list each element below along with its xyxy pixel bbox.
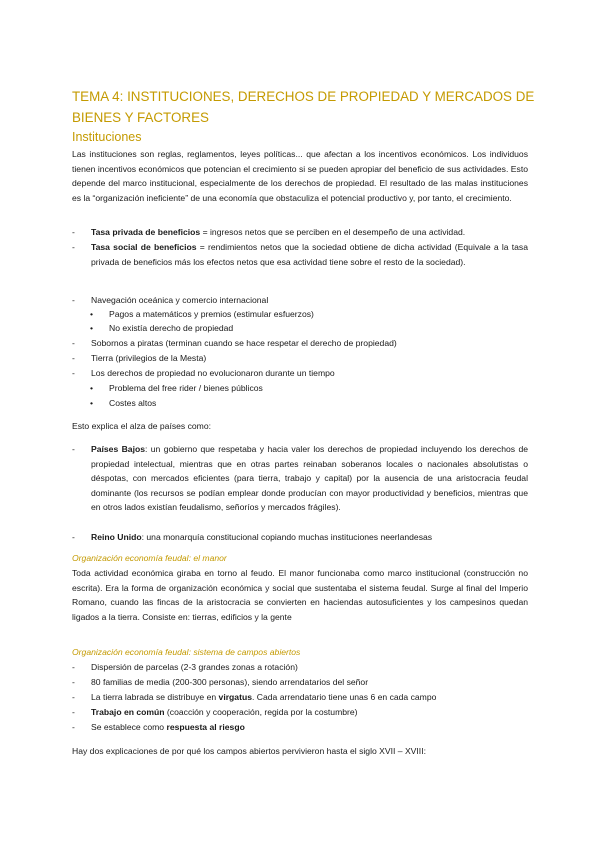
section-heading-instituciones: Instituciones — [72, 130, 142, 144]
final-paragraph: Hay dos explicaciones de por qué los campos abiertos pervivieron hasta el siglo XVII – XVIII: — [72, 746, 426, 756]
document-page: TEMA 4: INSTITUCIONES, DERECHOS DE PROPIEDAD Y MERCADOS DE BIENES Y FACTORES Instituciones Las instituciones son reglas, reglamentos, leyes políticas... que afectan a los incentivos económicos. Los individuos tienen incentivos económicos que potencian el crecimiento si se pueden apropiar del beneficio de sus actividades. Esto depende del marco institucional, especialmente de los derechos de propiedad. El resultado de las malas instituciones es la “organización ineficiente” de una economía que obstaculiza el potencial productivo y, por tanto, el crecimiento. - Tasa privada de beneficios = ingresos netos que se perciben en el desempeño de una actividad. - Tasa social de beneficios = rendimientos netos que la sociedad obtiene de dicha actividad (Equivale a la tasa privada de beneficios más los efectos netos que esa actividad tiene sobre el resto de la sociedad). - Navegación oceánica y comercio internacional • Pagos a matemáticos y premios (estimular esfuerzos) • No existía derecho de propiedad - Sobornos a piratas (terminan cuando se hace respetar el derecho de propiedad) - Tierra (privilegios de la Mesta) - Los derechos de propiedad no evolucionaron durante un tiempo • Problema del free rider / bienes públicos • Costes altos Esto explica el alza de países como: - Países Bajos: un gobierno que respetaba y hacia valer los derechos de propiedad incluyendo los derechos de propiedad intelectual, mientras que en otras partes reinaban soberanos locales o nacionales absolutistas o déspotas, con mercados eficientes (para tierra, trabajo y capital) por la ausencia de una aristocracia feudal dominante (los recursos se podían emplear donde producían con mayor productividad y beneficios, mientras que en otros lados existían feudalismo, señoríos y mercados frágiles). - Reino Unido: una monarquía constitucional copiando muchas instituciones neerlandesas Organización economía feudal: el manor Toda actividad económica giraba en torno al feudo. El manor funcionaba como marco institucional (construcción no escrita). Era la forma de organización económica y social que sustentaba el sistema feudal. Surge al final del Imperio Romano, cuando las fincas de la aristocracia se convierten en haciendas autosuficientes y los campesinos quedan ligados a la tierra. Consiste en: tierras, edificios y la gente Organización economía feudal: sistema de campos abiertos - Dispersión de parcelas (2-3 grandes zonas a rotación) - 80 familias de media (200-300 personas), siendo arrendatarios del señor - La tierra labrada se distribuye en virgatus. Cada arrendatario tiene unas 6 en cada campo - Trabajo en común (coacción y cooperación, regida por la costumbre) - Se establece como respuesta al riesgo Hay dos explicaciones de por qué los campos abiertos pervivieron hasta el siglo XVII – XVIII: — [0, 0, 600, 848]
explica-paragraph: Esto explica el alza de países como: — [72, 421, 212, 431]
subheading-manor: Organización economía feudal: el manor — [72, 553, 227, 563]
intro-paragraph: Las instituciones son reglas, reglamentos, leyes políticas... que afectan a los incentivos económicos. Los individuos tienen incentivos económicos que potencian el crecimiento si se pueden apropiar del beneficio de sus actividades. Esto depende del marco institucional, especialmente de los derechos de propiedad. El resultado de las malas instituciones es la “organización ineficiente” de una economía que obstaculiza el potencial productivo y, por tanto, el crecimiento. — [72, 149, 528, 203]
subheading-campos-abiertos: Organización economía feudal: sistema de campos abiertos — [72, 647, 301, 657]
page-title: TEMA 4: INSTITUCIONES, DERECHOS DE PROPIEDAD Y MERCADOS DE BIENES Y FACTORES — [72, 89, 535, 125]
manor-paragraph: Toda actividad económica giraba en torno al feudo. El manor funcionaba como marco institucional (construcción no escrita). Era la forma de organización económica y social que sustentaba el sistema feudal. Surge al final del Imperio Romano, cuando las fincas de la aristocracia se convierten en haciendas autosuficientes y los campesinos quedan ligados a la tierra. Consiste en: tierras, edificios y la gente — [72, 568, 528, 622]
